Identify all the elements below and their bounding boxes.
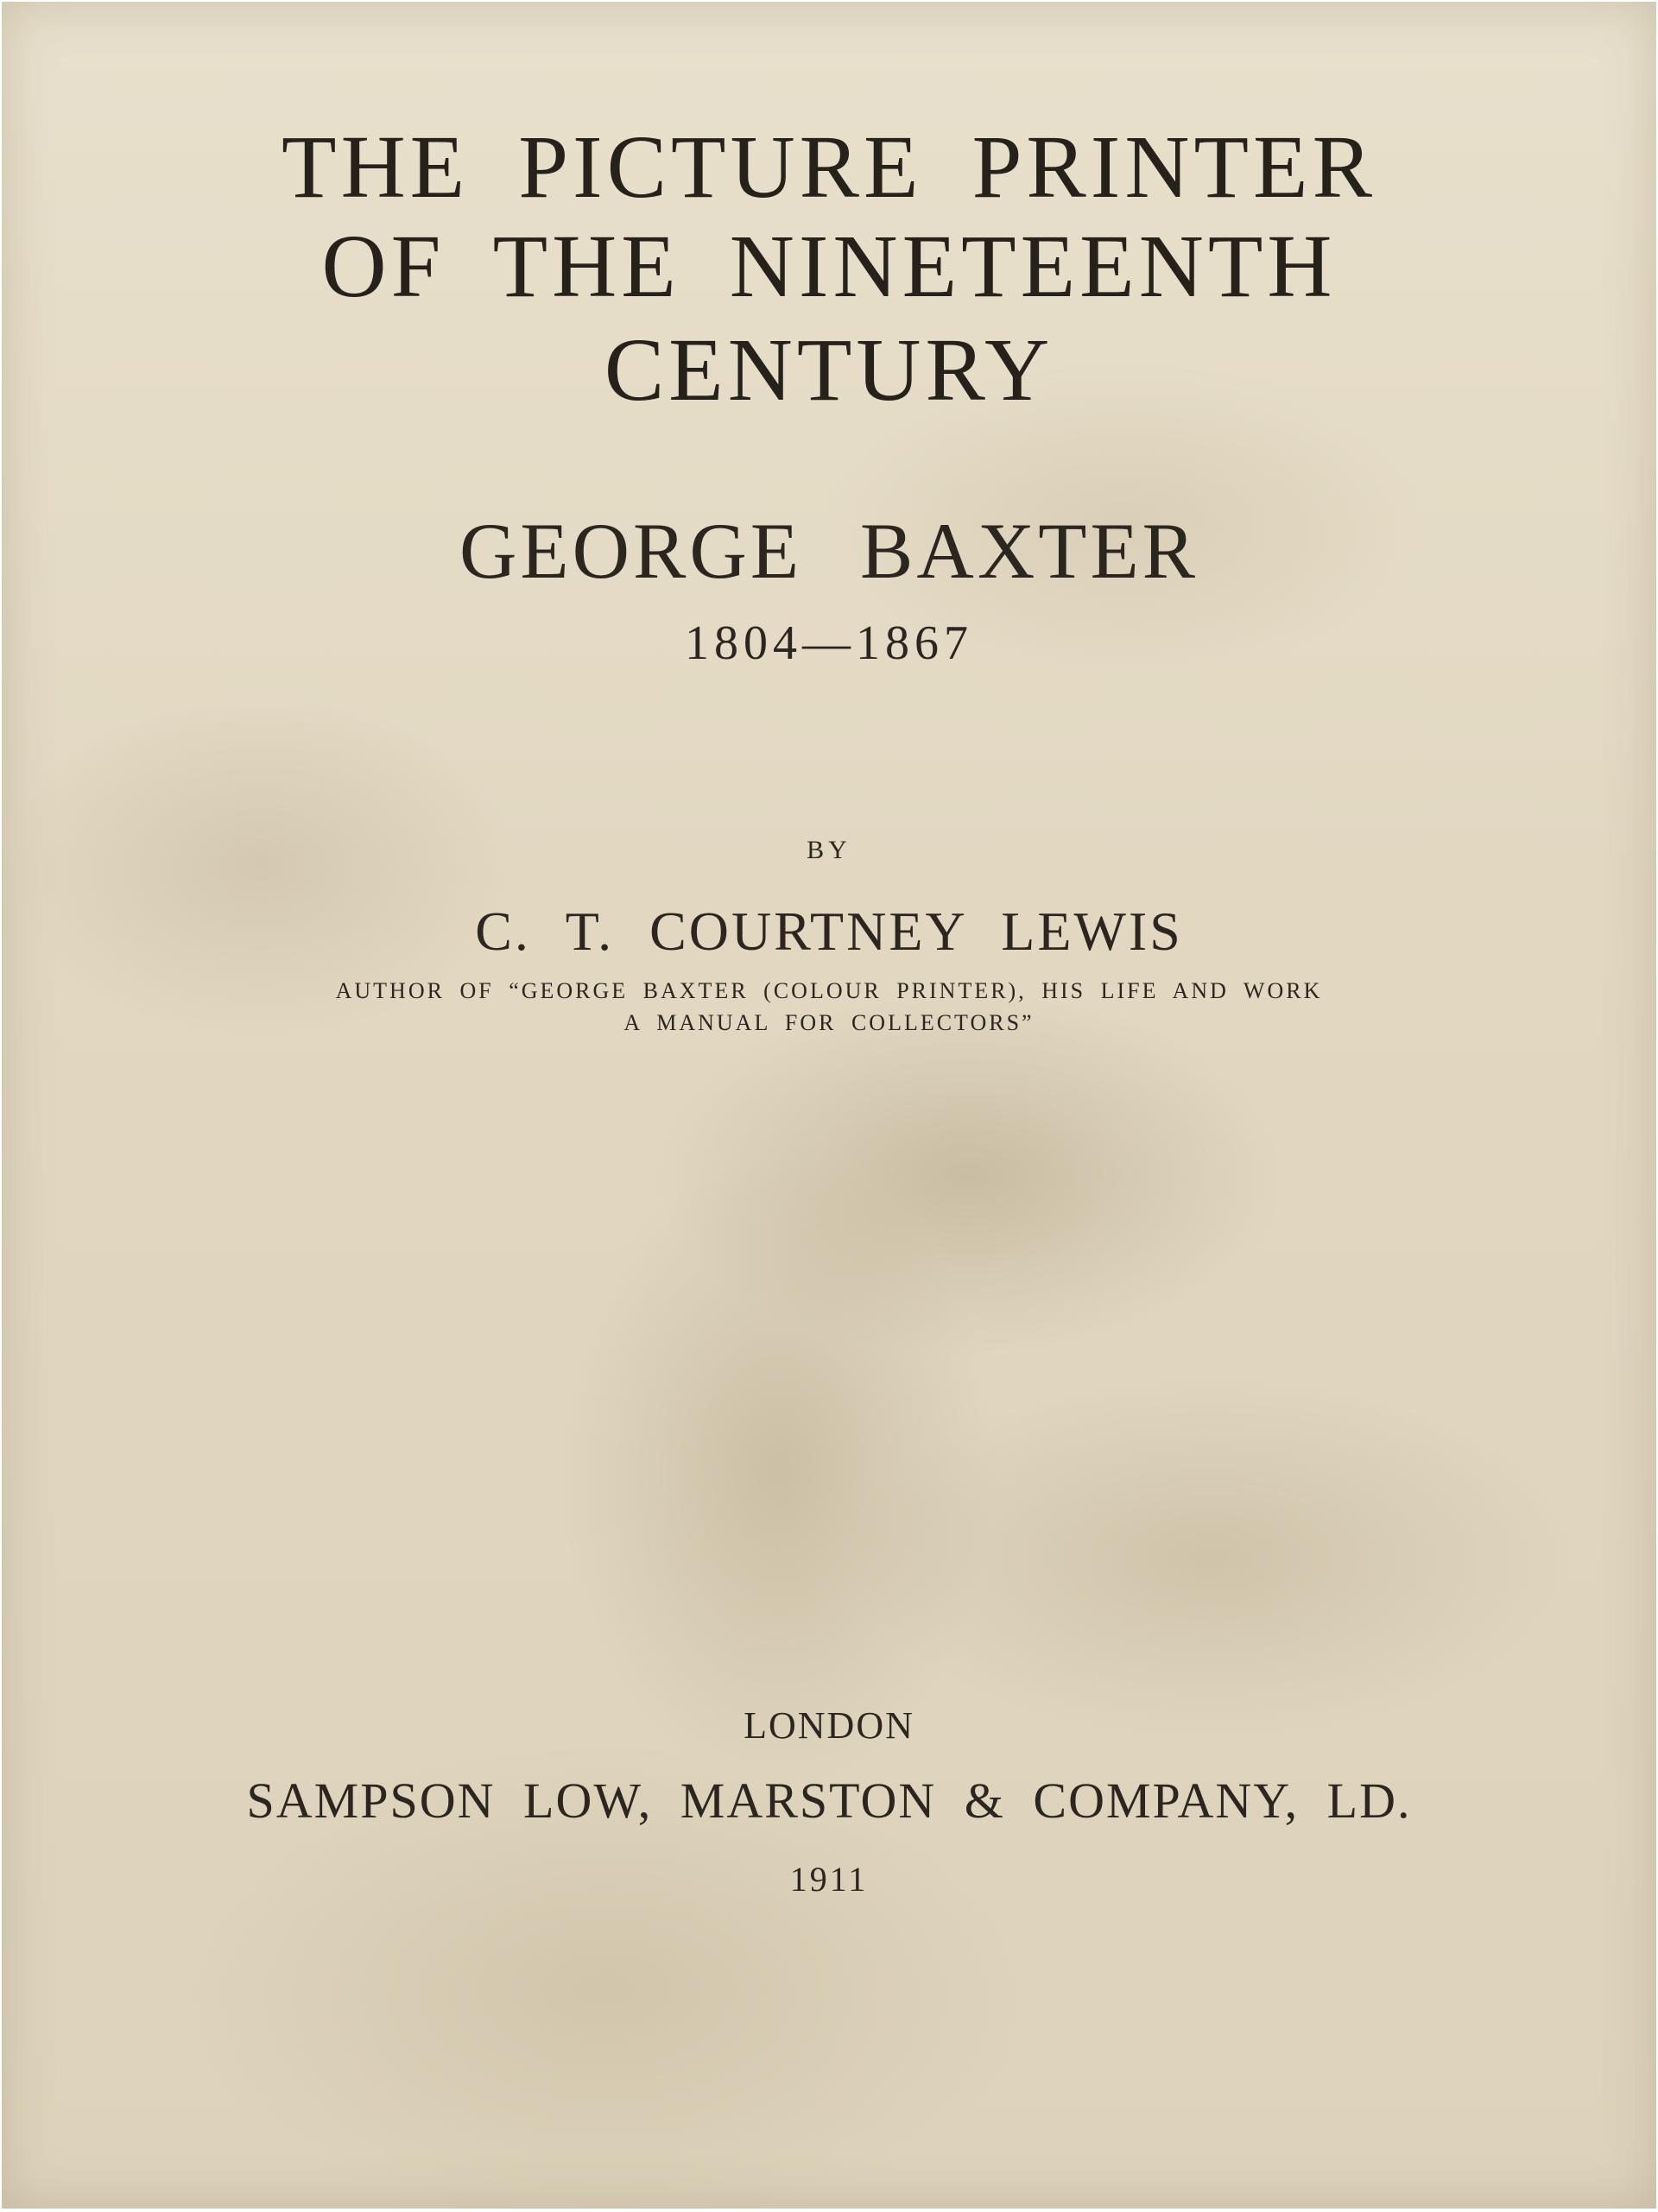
book-title-line-2: OF THE NINETEENTH [321,217,1337,316]
subject-name: GEORGE BAXTER [459,507,1199,595]
author-credit-line-2: A MANUAL FOR COLLECTORS” [623,1010,1035,1035]
publication-place: LONDON [744,1704,914,1747]
subject-dates: 1804—1867 [685,616,973,670]
by-label: BY [807,836,851,864]
publisher-name: SAMPSON LOW, MARSTON & COMPANY, LD. [246,1773,1412,1829]
title-page [2,2,1656,2209]
publication-year: 1911 [789,1860,869,1899]
author-name: C. T. COURTNEY LEWIS [475,901,1183,962]
author-credit-line-1: AUTHOR OF “GEORGE BAXTER (COLOUR PRINTER), HIS LIFE AND WORK [335,978,1323,1003]
book-title-line-1: THE PICTURE PRINTER [282,117,1376,217]
book-title-line-3: CENTURY [604,320,1054,420]
